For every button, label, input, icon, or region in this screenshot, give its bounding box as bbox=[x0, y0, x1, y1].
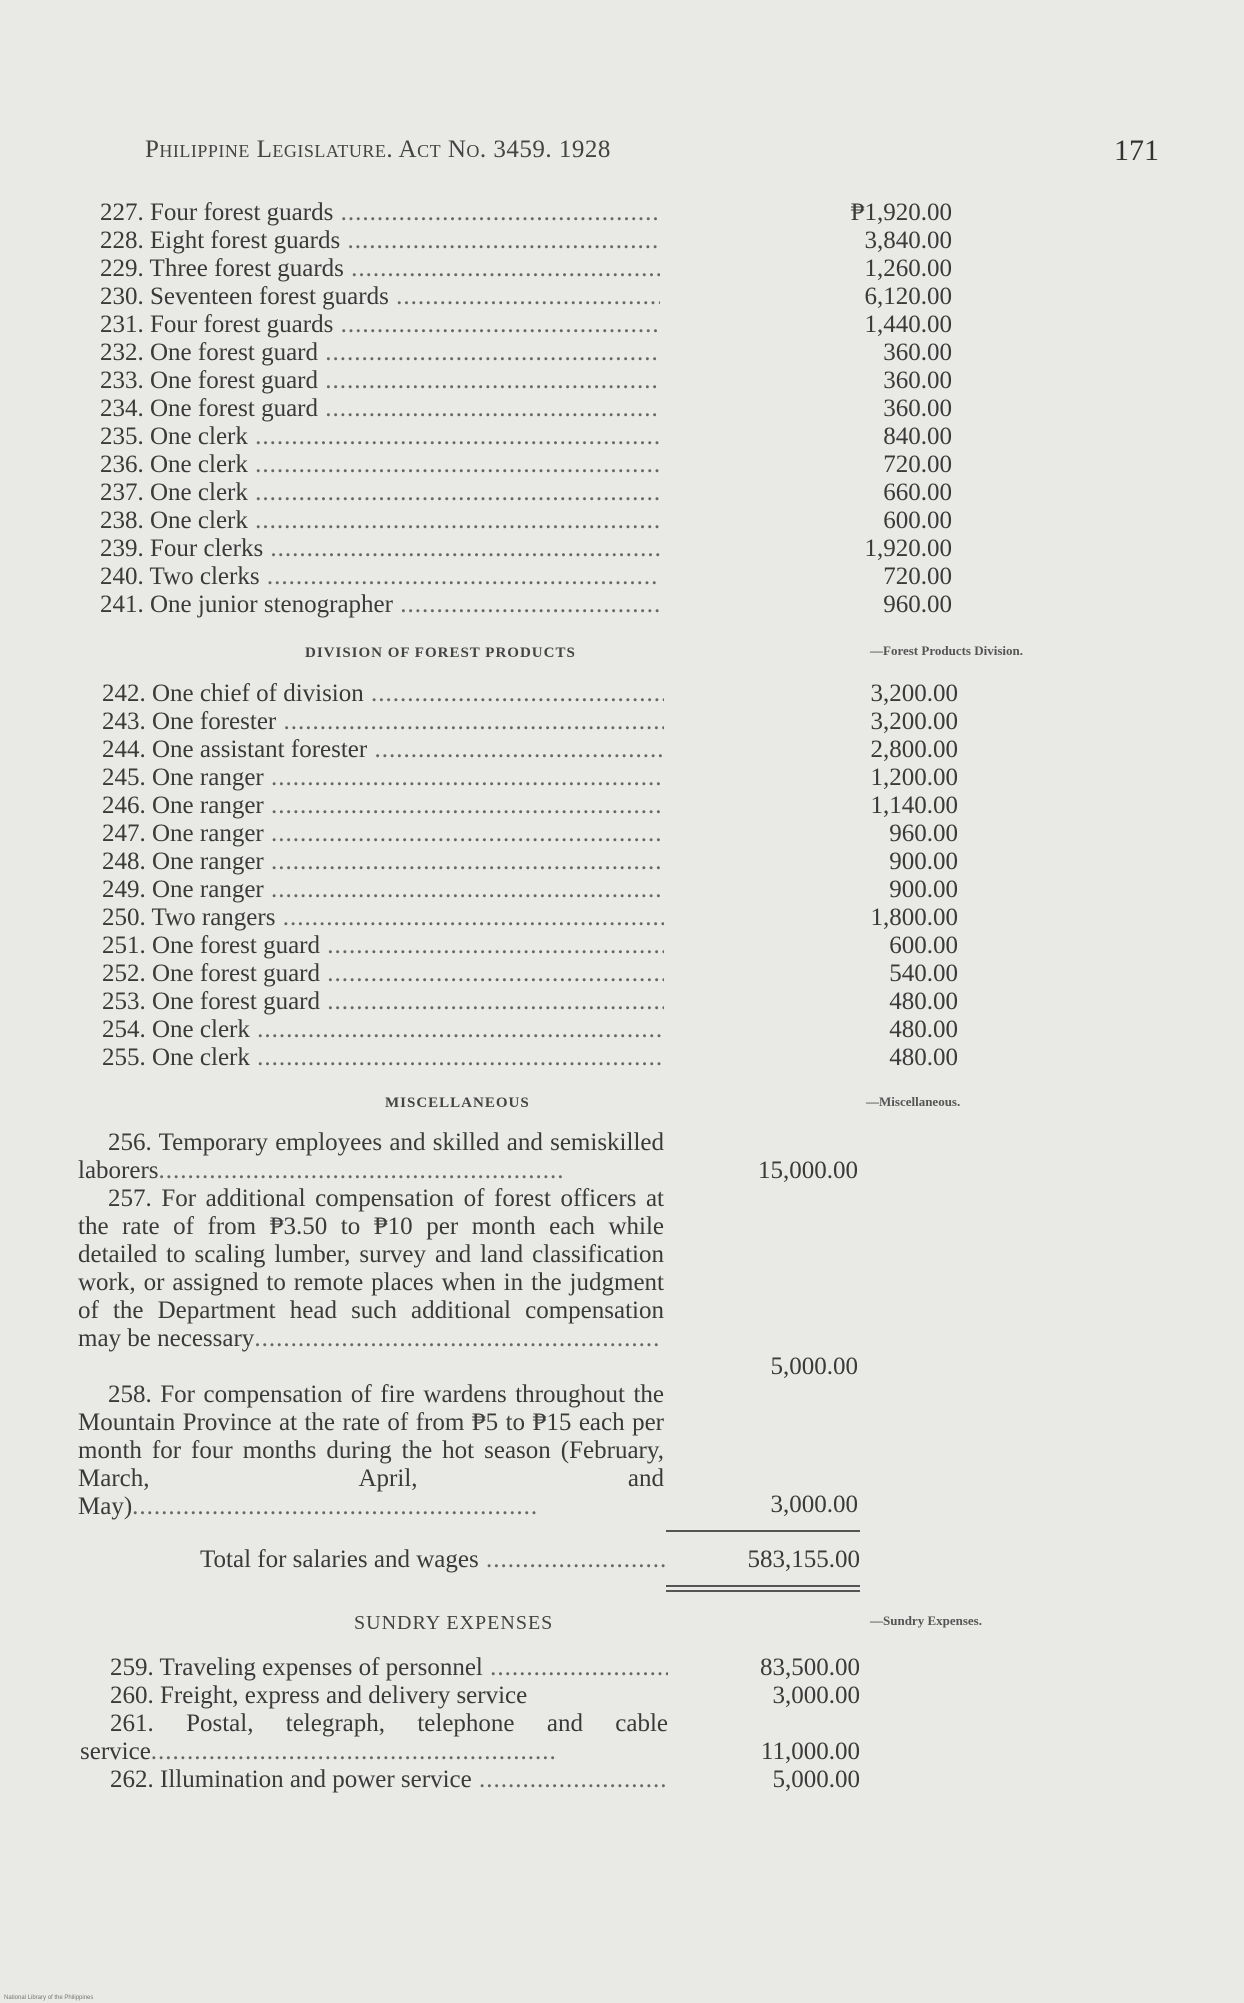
item-label: 235. One clerk ..... bbox=[100, 423, 660, 451]
item-amount: 1,920.00 bbox=[864, 535, 952, 562]
page-number: 171 bbox=[1114, 134, 1159, 167]
list-item bbox=[102, 792, 958, 820]
item-amount: 540.00 bbox=[889, 960, 958, 987]
item-256-text bbox=[78, 1129, 664, 1185]
item-label: 252. One forest guard ..... bbox=[102, 960, 664, 988]
list-item bbox=[100, 367, 952, 395]
item-label: 244. One assistant forester ..... bbox=[102, 736, 664, 764]
section-heading-miscellaneous: MISCELLANEOUS bbox=[385, 1095, 530, 1111]
item-label: 262. Illumination and power service ..... bbox=[110, 1766, 668, 1794]
list-item bbox=[100, 395, 952, 423]
leader-dots bbox=[151, 1738, 557, 1765]
item-label: 243. One forester ..... bbox=[102, 708, 664, 736]
item-amount: 660.00 bbox=[883, 479, 952, 506]
item-label: 239. Four clerks ..... bbox=[100, 535, 660, 563]
item-label: 254. One clerk ..... bbox=[102, 1016, 664, 1044]
item-amount: 83,500.00 bbox=[760, 1654, 860, 1681]
list-item bbox=[102, 932, 958, 960]
item-amount: 600.00 bbox=[889, 932, 958, 959]
item-amount: 1,140.00 bbox=[870, 792, 958, 819]
leader-dots bbox=[159, 1157, 565, 1184]
list-item bbox=[102, 680, 958, 708]
item-amount: 960.00 bbox=[883, 591, 952, 618]
list-item bbox=[102, 820, 958, 848]
section-heading-forest-products: DIVISION OF FOREST PRODUCTS bbox=[305, 645, 576, 661]
item-258-text bbox=[78, 1381, 664, 1521]
leader-dots bbox=[132, 1493, 538, 1520]
list-item bbox=[100, 451, 952, 479]
list-item bbox=[102, 764, 958, 792]
item-amount: 3,000.00 bbox=[772, 1682, 860, 1709]
leader-dots bbox=[254, 1325, 660, 1352]
list-item bbox=[102, 1044, 958, 1072]
running-head: Philippine Legislature. Act No. 3459. 1928 bbox=[145, 136, 611, 163]
item-label: 249. One ranger ..... bbox=[102, 876, 664, 904]
list-item bbox=[100, 283, 952, 311]
item-amount: 900.00 bbox=[889, 848, 958, 875]
section-heading-sundry-expenses: SUNDRY EXPENSES bbox=[354, 1612, 554, 1634]
total-row bbox=[200, 1546, 860, 1574]
item-amount: 360.00 bbox=[883, 367, 952, 394]
item-261-label: 261. Postal, telegraph, telephone and cable service bbox=[80, 1710, 668, 1765]
item-label: 246. One ranger ..... bbox=[102, 792, 664, 820]
item-amount: 600.00 bbox=[883, 507, 952, 534]
list-item bbox=[102, 904, 958, 932]
item-label: 242. One chief of division ..... bbox=[102, 680, 664, 708]
scan-footer-note: National Library of the Philippines bbox=[4, 1995, 94, 2001]
list-item bbox=[100, 423, 952, 451]
item-label: 240. Two clerks ..... bbox=[100, 563, 660, 591]
total-rule-top bbox=[666, 1530, 860, 1532]
item-amount: 3,200.00 bbox=[870, 708, 958, 735]
margin-note-sundry-expenses: —Sundry Expenses. bbox=[870, 1613, 982, 1628]
item-261-text bbox=[80, 1710, 668, 1766]
margin-note-miscellaneous: —Miscellaneous. bbox=[866, 1094, 961, 1109]
list-item bbox=[100, 339, 952, 367]
item-label: 241. One junior stenographer ..... bbox=[100, 591, 660, 619]
item-label: 228. Eight forest guards ..... bbox=[100, 227, 660, 255]
list-item bbox=[100, 479, 952, 507]
item-label: 260. Freight, express and delivery service bbox=[110, 1682, 528, 1709]
item-label: 237. One clerk ..... bbox=[100, 479, 660, 507]
item-amount: 15,000.00 bbox=[758, 1157, 858, 1184]
item-amount: 1,200.00 bbox=[870, 764, 958, 791]
item-258-amount-row bbox=[658, 1491, 858, 1519]
item-label: 233. One forest guard ..... bbox=[100, 367, 660, 395]
total-amount: 583,155.00 bbox=[747, 1546, 860, 1573]
item-amount: 480.00 bbox=[889, 1016, 958, 1043]
item-label: 230. Seventeen forest guards ..... bbox=[100, 283, 660, 311]
list-item bbox=[100, 535, 952, 563]
list-item bbox=[102, 960, 958, 988]
item-label: 227. Four forest guards ..... bbox=[100, 199, 660, 227]
list-item bbox=[100, 199, 952, 227]
list-item bbox=[100, 311, 952, 339]
item-amount: 360.00 bbox=[883, 395, 952, 422]
item-262-row bbox=[110, 1766, 860, 1794]
item-257-text bbox=[78, 1185, 664, 1353]
list-item bbox=[100, 507, 952, 535]
item-amount: 1,800.00 bbox=[870, 904, 958, 931]
list-item bbox=[102, 988, 958, 1016]
item-259-row bbox=[110, 1654, 860, 1682]
item-amount: 720.00 bbox=[883, 451, 952, 478]
item-label: 250. Two rangers ..... bbox=[102, 904, 664, 932]
item-amount: 360.00 bbox=[883, 339, 952, 366]
list-item bbox=[102, 708, 958, 736]
item-261-amount-row bbox=[660, 1738, 860, 1766]
item-amount: ₱1,920.00 bbox=[850, 199, 952, 226]
item-label: 238. One clerk ..... bbox=[100, 507, 660, 535]
total-rule-double-1 bbox=[666, 1585, 860, 1587]
item-257-amount-row bbox=[658, 1353, 858, 1381]
item-amount: 840.00 bbox=[883, 423, 952, 450]
item-amount: 960.00 bbox=[889, 820, 958, 847]
item-257-label: 257. For additional compensation of forest officers at the rate of from ₱3.50 to ₱10 per month each while detailed to scaling lumber, survey and land classification work, or assigned to remote places when in the judgment of the Department head such additional compensation may be necessary bbox=[78, 1185, 664, 1352]
item-amount: 3,200.00 bbox=[870, 680, 958, 707]
list-item bbox=[100, 255, 952, 283]
item-258-label: 258. For compensation of fire wardens throughout the Mountain Province at the rate of from ₱5 to ₱15 each per month for four months during the hot season (February, March, April, and May) bbox=[78, 1381, 664, 1520]
item-label: 236. One clerk ..... bbox=[100, 451, 660, 479]
list-item bbox=[102, 736, 958, 764]
item-label: 255. One clerk ..... bbox=[102, 1044, 664, 1072]
list-item bbox=[100, 591, 952, 619]
item-amount: 2,800.00 bbox=[870, 736, 958, 763]
item-256-label: 256. Temporary employees and skilled and semiskilled laborers bbox=[78, 1129, 664, 1184]
list-item bbox=[102, 1016, 958, 1044]
item-amount: 5,000.00 bbox=[772, 1766, 860, 1793]
item-label: 229. Three forest guards ..... bbox=[100, 255, 660, 283]
item-amount: 1,260.00 bbox=[864, 255, 952, 282]
list-item bbox=[102, 848, 958, 876]
item-amount: 3,840.00 bbox=[864, 227, 952, 254]
item-amount: 6,120.00 bbox=[864, 283, 952, 310]
item-label: 232. One forest guard ..... bbox=[100, 339, 660, 367]
total-label: Total for salaries and wages ..... bbox=[200, 1546, 666, 1574]
item-256-amount-row bbox=[658, 1157, 858, 1185]
item-label: 245. One ranger ..... bbox=[102, 764, 664, 792]
item-amount: 900.00 bbox=[889, 876, 958, 903]
list-item bbox=[100, 563, 952, 591]
item-label: 248. One ranger ..... bbox=[102, 848, 664, 876]
item-label: 251. One forest guard ..... bbox=[102, 932, 664, 960]
item-label: 247. One ranger ..... bbox=[102, 820, 664, 848]
list-item bbox=[102, 876, 958, 904]
total-rule-double-2 bbox=[666, 1590, 860, 1592]
item-amount: 720.00 bbox=[883, 563, 952, 590]
item-amount: 11,000.00 bbox=[760, 1738, 860, 1765]
item-amount: 3,000.00 bbox=[770, 1491, 858, 1518]
item-label: 253. One forest guard ..... bbox=[102, 988, 664, 1016]
item-amount: 480.00 bbox=[889, 1044, 958, 1071]
margin-note-forest-products: —Forest Products Division. bbox=[870, 643, 1023, 658]
item-label: 259. Traveling expenses of personnel ..... bbox=[110, 1654, 668, 1682]
item-amount: 1,440.00 bbox=[864, 311, 952, 338]
list-item bbox=[100, 227, 952, 255]
item-label: 234. One forest guard ..... bbox=[100, 395, 660, 423]
item-amount: 480.00 bbox=[889, 988, 958, 1015]
item-260-row bbox=[110, 1682, 860, 1710]
item-amount: 5,000.00 bbox=[770, 1353, 858, 1380]
item-label: 231. Four forest guards ..... bbox=[100, 311, 660, 339]
